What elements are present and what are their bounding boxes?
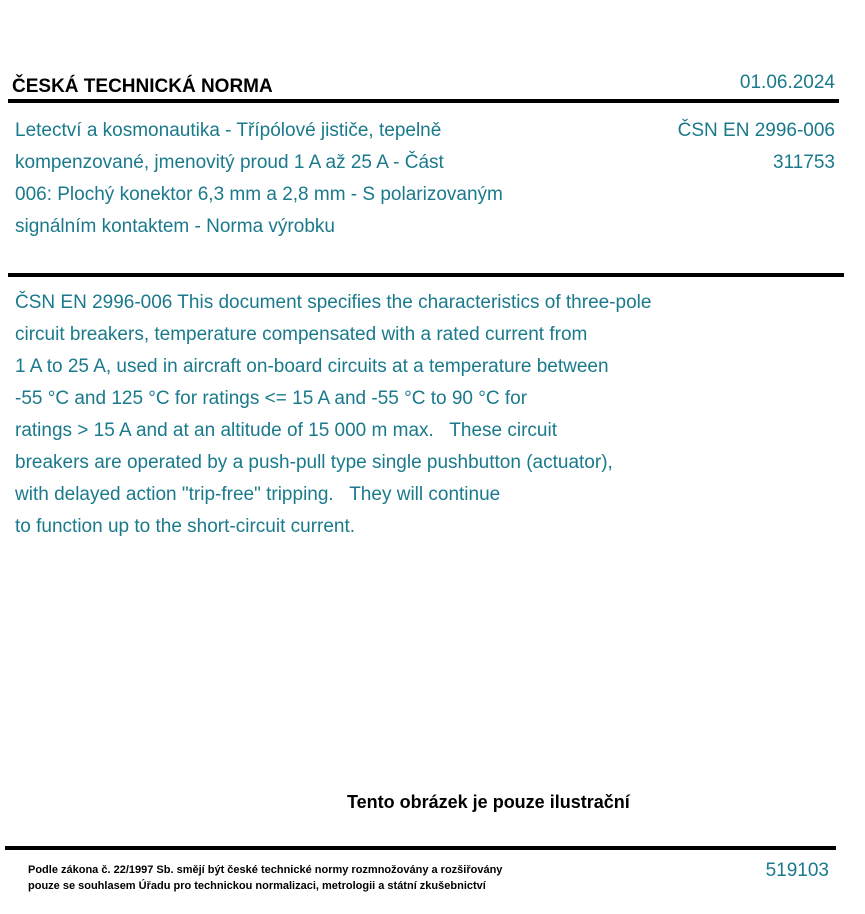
abstract-line: with delayed action "trip-free" tripping. They will continue — [15, 484, 501, 505]
document-header-title: ČESKÁ TECHNICKÁ NORMA — [12, 76, 273, 97]
standard-identifier — [678, 115, 835, 179]
legal-notice-line: pouze se souhlasem Úřadu pro technickou normalizaci, metrologii a státní zkušebnictví — [28, 880, 486, 892]
standard-title-line: kompenzované, jmenovitý proud 1 A až 25 A - Část — [15, 152, 444, 173]
abstract-line: to function up to the short-circuit current. — [15, 516, 356, 537]
abstract-text — [15, 287, 845, 543]
abstract-line: 1 A to 25 A, used in aircraft on-board circuits at a temperature between — [15, 356, 609, 377]
standard-title-line: Letectví a kosmonautika - Třípólové jističe, tepelně — [15, 120, 442, 141]
abstract-line: breakers are operated by a push-pull type single pushbutton (actuator), — [15, 452, 613, 473]
abstract-line: ČSN EN 2996-006 This document specifies the characteristics of three-pole — [15, 292, 652, 313]
standard-title-line: signálním kontaktem - Norma výrobku — [15, 216, 335, 237]
header-divider — [8, 99, 839, 103]
illustration-note: Tento obrázek je pouze ilustrační — [347, 792, 630, 812]
legal-notice-line: Podle zákona č. 22/1997 Sb. smějí být české technické normy rozmnožovány a rozšiřovány — [28, 864, 503, 876]
legal-notice — [28, 862, 502, 894]
standard-code: ČSN EN 2996-006 — [677, 120, 835, 141]
document-number: 519103 — [765, 860, 829, 881]
classification-number: 311753 — [773, 152, 835, 173]
standard-title — [15, 115, 615, 243]
abstract-line: circuit breakers, temperature compensated with a rated current from — [15, 324, 588, 345]
publication-date: 01.06.2024 — [739, 72, 835, 93]
footer-divider — [5, 846, 836, 850]
abstract-line: ratings > 15 A and at an altitude of 15 000 m max. These circuit — [15, 420, 558, 441]
standard-title-line: 006: Plochý konektor 6,3 mm a 2,8 mm - S polarizovaným — [15, 184, 503, 205]
abstract-line: -55 °C and 125 °C for ratings <= 15 A and -55 °C to 90 °C for — [15, 388, 528, 409]
section-divider — [8, 273, 844, 277]
